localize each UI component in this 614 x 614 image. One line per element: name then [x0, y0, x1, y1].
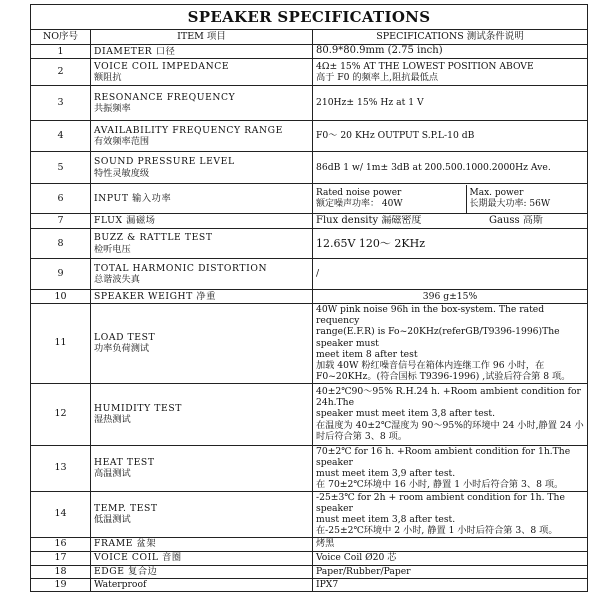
- row-spec: F0～ 20 KHz OUTPUT S.P.L-10 dB: [313, 121, 588, 152]
- table-row: [31, 152, 588, 184]
- spec-line: range(E.F.R) is Fo~20KHz(referGB/T9396-1996)The speaker must: [316, 326, 560, 349]
- spec-line: 时后符合第 3、8 项。: [316, 430, 408, 442]
- row-item-en: TOTAL HARMONIC DISTORTION: [94, 262, 268, 274]
- row-item-cn: 共振频率: [94, 103, 131, 114]
- spec-line: Max. power: [469, 187, 524, 198]
- row-item: [91, 59, 313, 86]
- row-spec: /: [313, 259, 588, 290]
- row-no: 18: [31, 565, 91, 578]
- row-spec: [313, 445, 588, 491]
- row-no: 19: [31, 578, 91, 591]
- spec-right: Gauss 高斯: [489, 214, 543, 226]
- spec-left: [313, 185, 466, 213]
- table-row: [31, 184, 588, 214]
- row-item: [91, 304, 313, 384]
- row-spec: [313, 59, 588, 86]
- row-spec: 烤黑: [313, 537, 588, 551]
- row-item-en: HUMIDITY TEST: [94, 402, 182, 414]
- table-row: [31, 59, 588, 86]
- table-row: [31, 304, 588, 384]
- row-spec: [313, 304, 588, 384]
- spec-line: -25±3℃ for 2h + room ambient condition for 1h. The speaker: [316, 491, 565, 514]
- spec-split: [313, 215, 587, 227]
- table-row: [31, 537, 588, 551]
- row-item-en: BUZZ & RATTLE TEST: [94, 232, 213, 244]
- spec-line: Rated noise power: [316, 187, 402, 198]
- table-row: [31, 259, 588, 290]
- spec-line: 4Ω± 15% AT THE LOWEST POSITION ABOVE: [316, 60, 534, 72]
- document-title: SPEAKER SPECIFICATIONS: [31, 5, 588, 30]
- header-item: ITEM 项目: [91, 30, 313, 45]
- row-item: [91, 259, 313, 290]
- row-spec: [313, 491, 588, 537]
- table-row: [31, 45, 588, 59]
- spec-line: 高于 F0 的频率上,阻抗最低点: [316, 72, 439, 83]
- header-no: NO序号: [31, 30, 91, 45]
- row-item-cn: 有效频率范围: [94, 136, 150, 147]
- header-spec: SPECIFICATIONS 测试条件说明: [313, 30, 588, 45]
- row-item-en: HEAT TEST: [94, 456, 155, 468]
- row-spec: 80.9*80.9mm (2.75 inch): [313, 45, 588, 59]
- row-item: SPEAKER WEIGHT 净重: [91, 290, 313, 304]
- row-item: [91, 152, 313, 184]
- row-no: 5: [31, 152, 91, 184]
- row-item-cn: 特性灵敏度级: [94, 167, 150, 179]
- spec-line: must meet item 3,8 after test.: [316, 514, 456, 526]
- row-no: 17: [31, 551, 91, 565]
- row-item: FLUX 漏磁场: [91, 214, 313, 229]
- row-item: Waterproof: [91, 578, 313, 591]
- row-item-cn: 检听电压: [94, 243, 131, 255]
- row-no: 1: [31, 45, 91, 59]
- row-spec: IPX7: [313, 578, 588, 591]
- table-row: [31, 86, 588, 121]
- row-spec: Paper/Rubber/Paper: [313, 565, 588, 578]
- table-row: [31, 229, 588, 259]
- row-spec: 210Hz± 15% Hz at 1 V: [313, 86, 588, 121]
- row-item-cn: 总谐波失真: [94, 274, 140, 285]
- table-row: [31, 578, 588, 591]
- spec-line: 40±2℃90～95% R.H.24 h. +Room ambient condition for 24h.The: [316, 385, 581, 409]
- row-item-en: AVAILABILITY FREQUENCY RANGE: [94, 124, 283, 136]
- table-row: [31, 445, 588, 491]
- spec-line: 40W pink noise 96h in the box-system. The rated requency: [316, 304, 545, 327]
- row-spec: [313, 184, 588, 214]
- table-row: [31, 491, 588, 537]
- row-item: VOICE COIL 音圈: [91, 551, 313, 565]
- row-no: 9: [31, 259, 91, 290]
- row-item: [91, 491, 313, 537]
- spec-sheet: [30, 4, 587, 592]
- row-spec: [313, 383, 588, 445]
- row-no: 16: [31, 537, 91, 551]
- table-row: [31, 565, 588, 578]
- spec-line: 在-25±2℃环境中 2 小时, 静置 1 小时后符合第 3、8 项。: [316, 525, 558, 537]
- row-no: 2: [31, 59, 91, 86]
- table-row: [31, 214, 588, 229]
- row-item: DIAMETER 口径: [91, 45, 313, 59]
- row-item-cn: 功率负荷测试: [94, 343, 150, 355]
- spec-line: 加载 40W 粉红噪音信号在箱体内连继工作 96 小时，在: [316, 360, 545, 372]
- row-spec: 396 g±15%: [313, 290, 588, 304]
- spec-line: 额定噪声功率： 40W: [316, 198, 403, 209]
- table-row: [31, 121, 588, 152]
- spec-table: [30, 4, 588, 592]
- row-no: 4: [31, 121, 91, 152]
- row-no: 12: [31, 383, 91, 445]
- spec-line: speaker must meet item 3,8 after test.: [316, 408, 495, 420]
- row-no: 14: [31, 491, 91, 537]
- row-spec: 12.65V 120～ 2KHz: [313, 229, 588, 259]
- row-no: 3: [31, 86, 91, 121]
- row-spec: [313, 214, 588, 229]
- row-item-en: SOUND PRESSURE LEVEL: [94, 156, 235, 168]
- row-item: [91, 383, 313, 445]
- row-no: 8: [31, 229, 91, 259]
- spec-line: 长期最大功率: 56W: [469, 198, 551, 209]
- row-item-en: LOAD TEST: [94, 332, 156, 344]
- row-item: INPUT 输入功率: [91, 184, 313, 214]
- spec-line: must meet item 3,9 after test.: [316, 468, 456, 480]
- header-row: [31, 30, 588, 45]
- row-item-cn: 湿热测试: [94, 414, 131, 426]
- row-spec: Voice Coil Ø20 芯: [313, 551, 588, 565]
- spec-left: Flux density 漏磁密度: [316, 214, 422, 226]
- row-item: [91, 229, 313, 259]
- table-row: [31, 383, 588, 445]
- spec-right: [466, 185, 587, 213]
- row-no: 13: [31, 445, 91, 491]
- row-no: 7: [31, 214, 91, 229]
- spec-line: F0~20KHz。(符合国标 T9396-1996) ,试验后符合第 8 项。: [316, 371, 571, 383]
- row-item: [91, 445, 313, 491]
- table-row: [31, 551, 588, 565]
- row-item-cn: 高温测试: [94, 468, 131, 480]
- row-item: [91, 86, 313, 121]
- row-item-cn: 低温测试: [94, 514, 131, 526]
- spec-line: 在温度为 40±2℃湿度为 90～95%的环境中 24 小时,静置 24 小: [316, 419, 584, 431]
- spec-line: 70±2℃ for 16 h. +Room ambient condition for 1h.The speaker: [316, 445, 571, 468]
- row-item: EDGE 复合边: [91, 565, 313, 578]
- spec-split: [313, 185, 587, 213]
- row-no: 11: [31, 304, 91, 384]
- row-item-en: TEMP. TEST: [94, 502, 158, 514]
- table-row: [31, 290, 588, 304]
- row-item: [91, 121, 313, 152]
- spec-line: 在 70±2℃环境中 16 小时, 静置 1 小时后符合第 3、8 项。: [316, 479, 564, 491]
- row-item-cn: 额阻抗: [94, 72, 122, 83]
- row-item-en: RESONANCE FREQUENCY: [94, 91, 236, 103]
- spec-line: meet item 8 after test: [316, 348, 418, 360]
- row-spec: 86dB 1 w/ 1m± 3dB at 200.500.1000.2000Hz Ave.: [313, 152, 588, 184]
- row-item-en: VOICE COIL IMPEDANCE: [94, 60, 230, 72]
- row-no: 6: [31, 184, 91, 214]
- row-no: 10: [31, 290, 91, 304]
- row-item: FRAME 盆架: [91, 537, 313, 551]
